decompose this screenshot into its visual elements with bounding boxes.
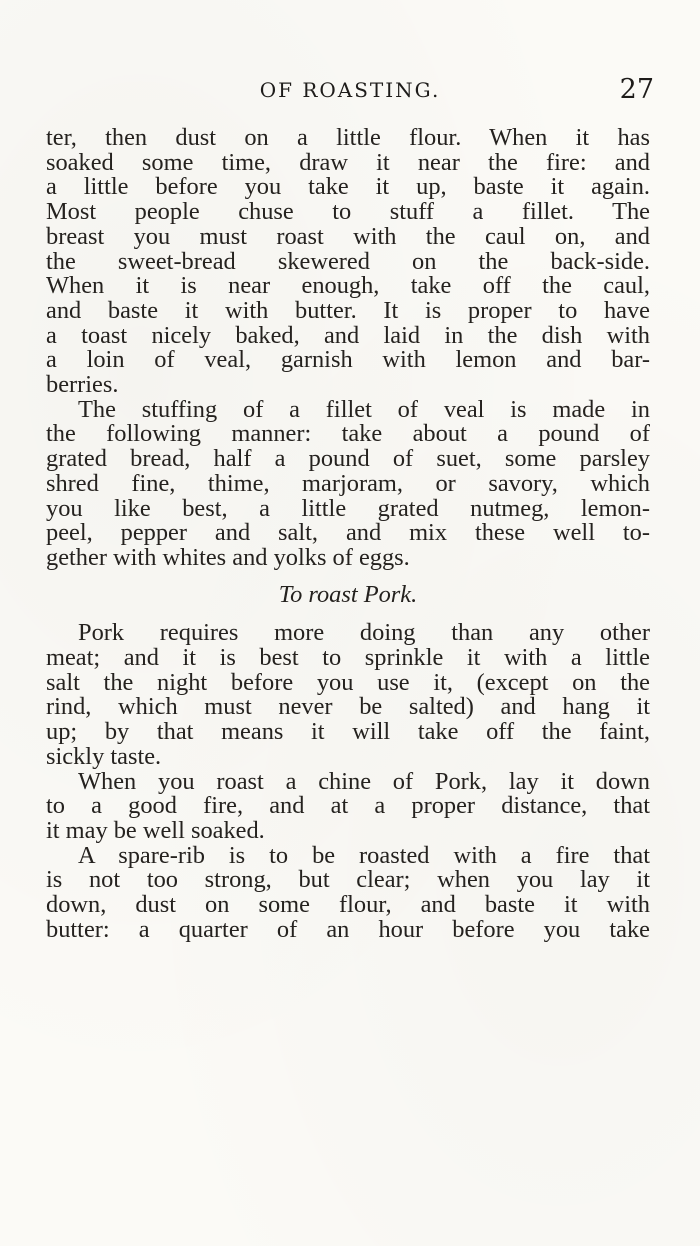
text-line: berries.	[46, 371, 119, 399]
text-line: The stuffing of a fillet of veal is made in	[78, 395, 650, 423]
paragraph-spare-rib	[46, 841, 650, 943]
text-line: up; by that means it will take off the faint,	[46, 718, 650, 746]
page-header	[44, 76, 656, 116]
text-line: and baste it with butter. It is proper to have	[46, 296, 650, 324]
paragraph-pork-intro	[46, 621, 650, 769]
text-line: a toast nicely baked, and laid in the dish with	[46, 321, 650, 349]
text-line: peel, pepper and salt, and mix these well to-	[46, 519, 650, 547]
text-line: butter: a quarter of an hour before you take	[46, 915, 650, 943]
body-text	[46, 126, 650, 943]
paragraph-veal-fillet	[46, 126, 650, 398]
text-line: breast you must roast with the caul on, and	[46, 222, 650, 250]
text-line: gether with whites and yolks of eggs.	[46, 543, 410, 571]
text-line: ter, then dust on a little flour. When it has	[46, 124, 650, 151]
text-line: you like best, a little grated nutmeg, lemon-	[46, 494, 650, 522]
text-line: Most people chuse to stuff a fillet. The	[46, 198, 650, 226]
text-line: soaked some time, draw it near the fire: and	[46, 148, 650, 176]
text-line: When it is near enough, take off the caul,	[46, 272, 650, 300]
text-line: down, dust on some flour, and baste it with	[46, 891, 650, 919]
text-line: shred fine, thime, marjoram, or savory, which	[46, 469, 650, 497]
text-line: A spare-rib is to be roasted with a fire that	[78, 841, 650, 869]
text-line: salt the night before you use it, (except on the	[46, 668, 650, 696]
text-line: meat; and it is best to sprinkle it with a little	[46, 644, 650, 672]
text-line: sickly taste.	[46, 742, 162, 770]
text-line: is not too strong, but clear; when you lay it	[46, 866, 650, 894]
section-heading: To roast Pork.	[278, 580, 418, 608]
text-line: a little before you take it up, baste it again.	[46, 173, 650, 201]
paragraph-chine	[46, 767, 650, 844]
text-line: grated bread, half a pound of suet, some parsley	[46, 445, 650, 473]
page-number: 27	[619, 74, 654, 105]
text-line: to a good fire, and at a proper distance, that	[46, 792, 650, 820]
text-line: the following manner: take about a pound of	[46, 420, 650, 448]
paragraph-stuffing	[46, 395, 650, 571]
text-line: When you roast a chine of Pork, lay it down	[78, 767, 650, 795]
text-line: the sweet-bread skewered on the back-side.	[46, 247, 650, 275]
text-line: a loin of veal, garnish with lemon and bar-	[46, 346, 650, 374]
running-head: OF ROASTING.	[259, 78, 441, 102]
text-line: Pork requires more doing than any other	[78, 619, 650, 647]
text-line: rind, which must never be salted) and hang it	[46, 693, 650, 721]
text-line: it may be well soaked.	[46, 816, 265, 844]
